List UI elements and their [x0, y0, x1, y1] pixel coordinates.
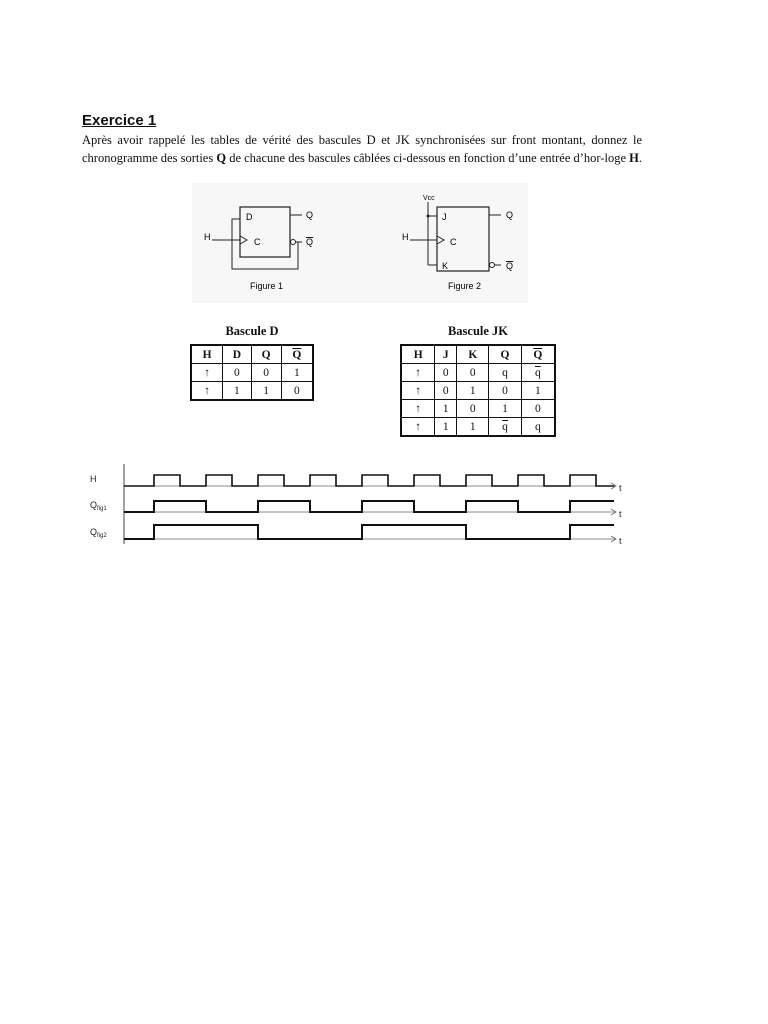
exercise-title: Exercice 1	[82, 112, 157, 129]
truth-table-jk	[400, 344, 556, 437]
figures-panel	[192, 183, 528, 303]
fig1-caption: Figure 1	[250, 281, 284, 291]
table_jk-cell: 0	[521, 400, 555, 418]
fig1-d-label: D	[246, 212, 253, 222]
chronogram	[88, 460, 638, 552]
table_jk-cell: ↑	[401, 382, 435, 400]
table_jk-cell: 1	[521, 382, 555, 400]
table_jk-cell: 1	[457, 382, 489, 400]
table_d-cell: ↑	[191, 364, 223, 382]
signal-label-q2: $Q_{fig2}$	[90, 527, 107, 539]
table_jk-cell: 1	[435, 400, 457, 418]
table_jk-header-0: H	[401, 345, 435, 364]
table_d-cell: 1	[281, 364, 313, 382]
figure-2-jk-flipflop	[402, 195, 513, 291]
table_d-cell: 0	[223, 364, 251, 382]
table_d-header-2: Q	[251, 345, 281, 364]
fig1-qbar-label: Q	[306, 237, 314, 247]
signal-label-h: H	[90, 474, 97, 484]
table_jk-cell: q	[521, 418, 555, 437]
table-row	[401, 382, 555, 400]
fig2-caption: Figure 2	[448, 281, 482, 291]
table_d-cell: 1	[251, 382, 281, 401]
table_jk-header-2: K	[457, 345, 489, 364]
fig2-k-label: K	[442, 261, 449, 271]
table-row	[191, 382, 313, 401]
fig2-j-label: J	[442, 212, 447, 222]
time-label-q1: t	[619, 509, 622, 519]
table_d-header-3: $\overline{Q}$	[281, 345, 313, 364]
table_d-cell: ↑	[191, 382, 223, 401]
table_jk-cell: ↑	[401, 400, 435, 418]
table_jk-header-1: J	[435, 345, 457, 364]
exercise-statement: Après avoir rappelé les tables de vérité des bascules D et JK synchronisées sur front montant, donnez le chronogramme des sorties Q de chacune des bascules câblées ci-dessous en fonction d’une entrée d’hor-loge H.	[82, 133, 642, 165]
waveform-q2	[124, 525, 614, 539]
fig2-q-label: Q	[506, 210, 514, 220]
table_jk-cell: 0	[435, 382, 457, 400]
table_d-header-1: D	[223, 345, 251, 364]
time-label-q2: t	[619, 536, 622, 546]
table_jk-cell: ↑	[401, 364, 435, 382]
table_jk-cell: 1	[457, 418, 489, 437]
waveform-q1	[124, 501, 614, 512]
signal-label-q1: $Q_{fig1}$	[90, 500, 107, 512]
fig2-c-label: C	[450, 237, 457, 247]
table_jk-header-4: $\overline{Q}$	[521, 345, 555, 364]
table_jk-cell: 0	[435, 364, 457, 382]
table_jk-cell: $\overline{q}$	[521, 364, 555, 382]
table-d-title: Bascule D	[225, 324, 279, 338]
table_d-cell: 1	[223, 382, 251, 401]
table-row	[401, 418, 555, 437]
table-row	[401, 400, 555, 418]
table-row	[191, 364, 313, 382]
table_jk-cell: 0	[489, 382, 521, 400]
table_jk-cell: 1	[489, 400, 521, 418]
table_jk-cell: $\overline{q}$	[489, 418, 521, 437]
table_jk-header-3: Q	[489, 345, 521, 364]
time-label-h: t	[619, 483, 622, 493]
fig2-vcc-label: Vcc	[423, 195, 435, 202]
table_d-cell: 0	[281, 382, 313, 401]
table_jk-cell: q	[489, 364, 521, 382]
table_jk-cell: 1	[435, 418, 457, 437]
waveform-h	[124, 475, 614, 486]
truth-table-d	[190, 344, 314, 401]
fig2-qbar-label: Q	[506, 261, 514, 271]
fig1-q-label: Q	[306, 210, 314, 220]
table_jk-cell: 0	[457, 364, 489, 382]
table-row	[401, 364, 555, 382]
table_d-cell: 0	[251, 364, 281, 382]
fig1-c-label: C	[254, 237, 261, 247]
table-jk-title: Bascule JK	[447, 324, 509, 338]
table_d-header-0: H	[191, 345, 223, 364]
fig2-clock-label: H	[402, 232, 409, 242]
table_jk-cell: ↑	[401, 418, 435, 437]
fig1-clock-label: H	[204, 232, 211, 242]
table_jk-cell: 0	[457, 400, 489, 418]
figure-1-d-flipflop	[204, 207, 313, 291]
